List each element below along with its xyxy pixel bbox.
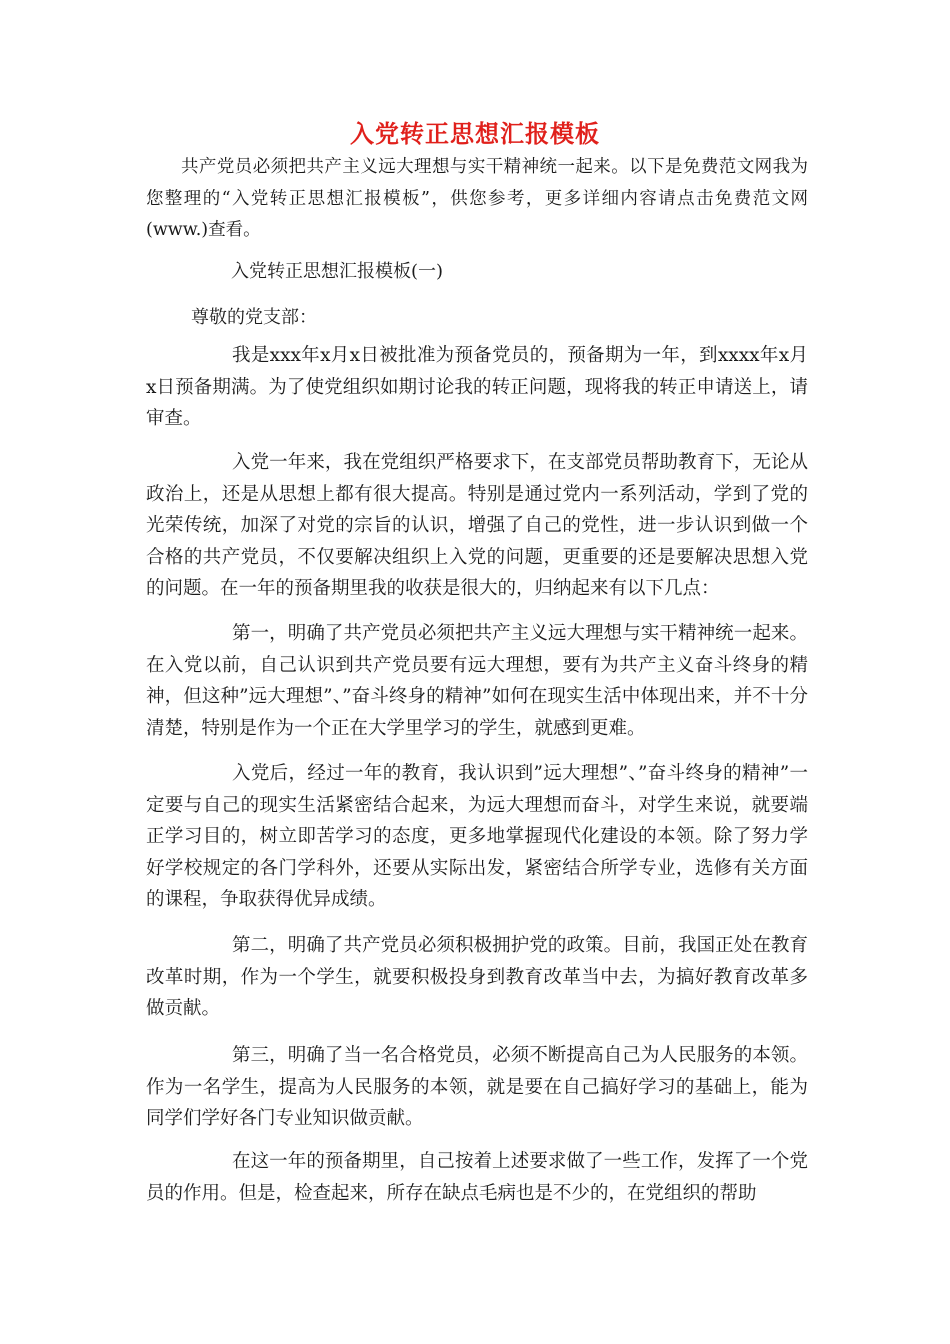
section-subheading: 入党转正思想汇报模板(一) <box>231 261 444 282</box>
body-paragraph: 入党一年来，我在党组织严格要求下，在支部党员帮助教育下，无论从政治上，还是从思想上都有很大提高。特别是通过党内一系列活动，学到了党的光荣传统，加深了对党的宗旨的认识，增强了自己的党性，进一步认识到做一个合格的共产党员，不仅要解决组织上入党的问题，更重要的还是要解决思想入党的问题。在一年的预备期里我的收获是很大的，归纳起来有以下几点： <box>146 452 808 599</box>
body-paragraph: 我是xxx年x月x日被批准为预备党员的，预备期为一年，到xxxx年x月x日预备期满。为了使党组织如期讨论我的转正问题，现将我的转正申请送上，请审查。 <box>146 345 808 429</box>
salutation: 尊敬的党支部： <box>191 307 317 328</box>
intro-paragraph: 共产党员必须把共产主义远大理想与实干精神统一起来。以下是免费范文网我为您整理的“入党转正思想汇报模板”，供您参考，更多详细内容请点击免费范文网(www.)查看。 <box>146 157 808 240</box>
body-paragraph: 在这一年的预备期里，自己按着上述要求做了一些工作，发挥了一个党员的作用。但是，检查起来，所存在缺点毛病也是不少的，在党组织的帮助 <box>146 1151 808 1204</box>
document-title: 入党转正思想汇报模板 <box>350 119 600 148</box>
body-paragraph: 第三，明确了当一名合格党员，必须不断提高自己为人民服务的本领。作为一名学生，提高为人民服务的本领，就是要在自己搞好学习的基础上，能为同学们学好各门专业知识做贡献。 <box>146 1045 808 1129</box>
body-paragraph: 入党后，经过一年的教育，我认识到”远大理想”、”奋斗终身的精神”一定要与自己的现实生活紧密结合起来，为远大理想而奋斗，对学生来说，就要端正学习目的，树立即苦学习的态度，更多地掌握现代化建设的本领。除了努力学好学校规定的各门学科外，还要从实际出发，紧密结合所学专业，选修有关方面的课程，争取获得优异成绩。 <box>146 763 808 910</box>
body-paragraph: 第二，明确了共产党员必须积极拥护党的政策。目前，我国正处在教育改革时期，作为一个学生，就要积极投身到教育改革当中去，为搞好教育改革多做贡献。 <box>146 935 808 1019</box>
body-paragraph: 第一，明确了共产党员必须把共产主义远大理想与实干精神统一起来。在入党以前，自己认识到共产党员要有远大理想，要有为共产主义奋斗终身的精神，但这种”远大理想”、”奋斗终身的精神”如何在现实生活中体现出来，并不十分清楚，特别是作为一个正在大学里学习的学生，就感到更难。 <box>146 623 808 739</box>
